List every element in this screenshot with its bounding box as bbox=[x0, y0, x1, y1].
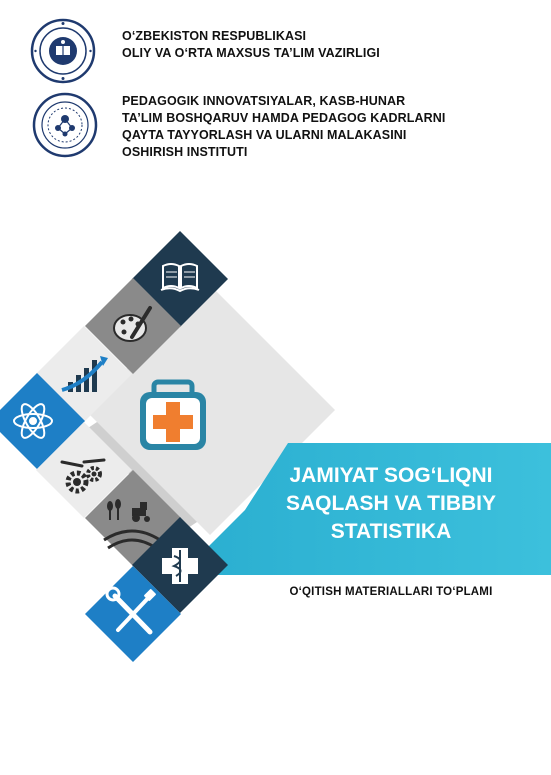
institute-line-2: TA’LIM BOSHQARUV HAMDA PEDAGOG KADRLARNI bbox=[122, 111, 446, 125]
ministry-line-2: OLIY VA O‘RTA MAXSUS TA’LIM VAZIRLIGI bbox=[122, 46, 380, 60]
title-line-3: STATISTIKA bbox=[330, 520, 452, 543]
title-line-2: SAQLASH VA TIBBIY bbox=[285, 492, 496, 515]
institute-line-1: PEDAGOGIK INNOVATSIYALAR, KASB-HUNAR bbox=[122, 94, 406, 108]
document-title bbox=[230, 462, 551, 546]
document-subtitle: O‘QITISH MATERIALLARI TO‘PLAMI bbox=[289, 586, 493, 598]
institute-line-4: OSHIRISH INSTITUTI bbox=[122, 145, 248, 159]
first-aid-kit-icon bbox=[140, 382, 206, 450]
title-line-1: JAMIYAT SOG‘LIQNI bbox=[289, 464, 493, 487]
institute-line-3: QAYTA TAYYORLASH VA ULARNI MALAKASINI bbox=[122, 128, 407, 142]
ministry-line-1: O‘ZBEKISTON RESPUBLIKASI bbox=[122, 29, 307, 43]
